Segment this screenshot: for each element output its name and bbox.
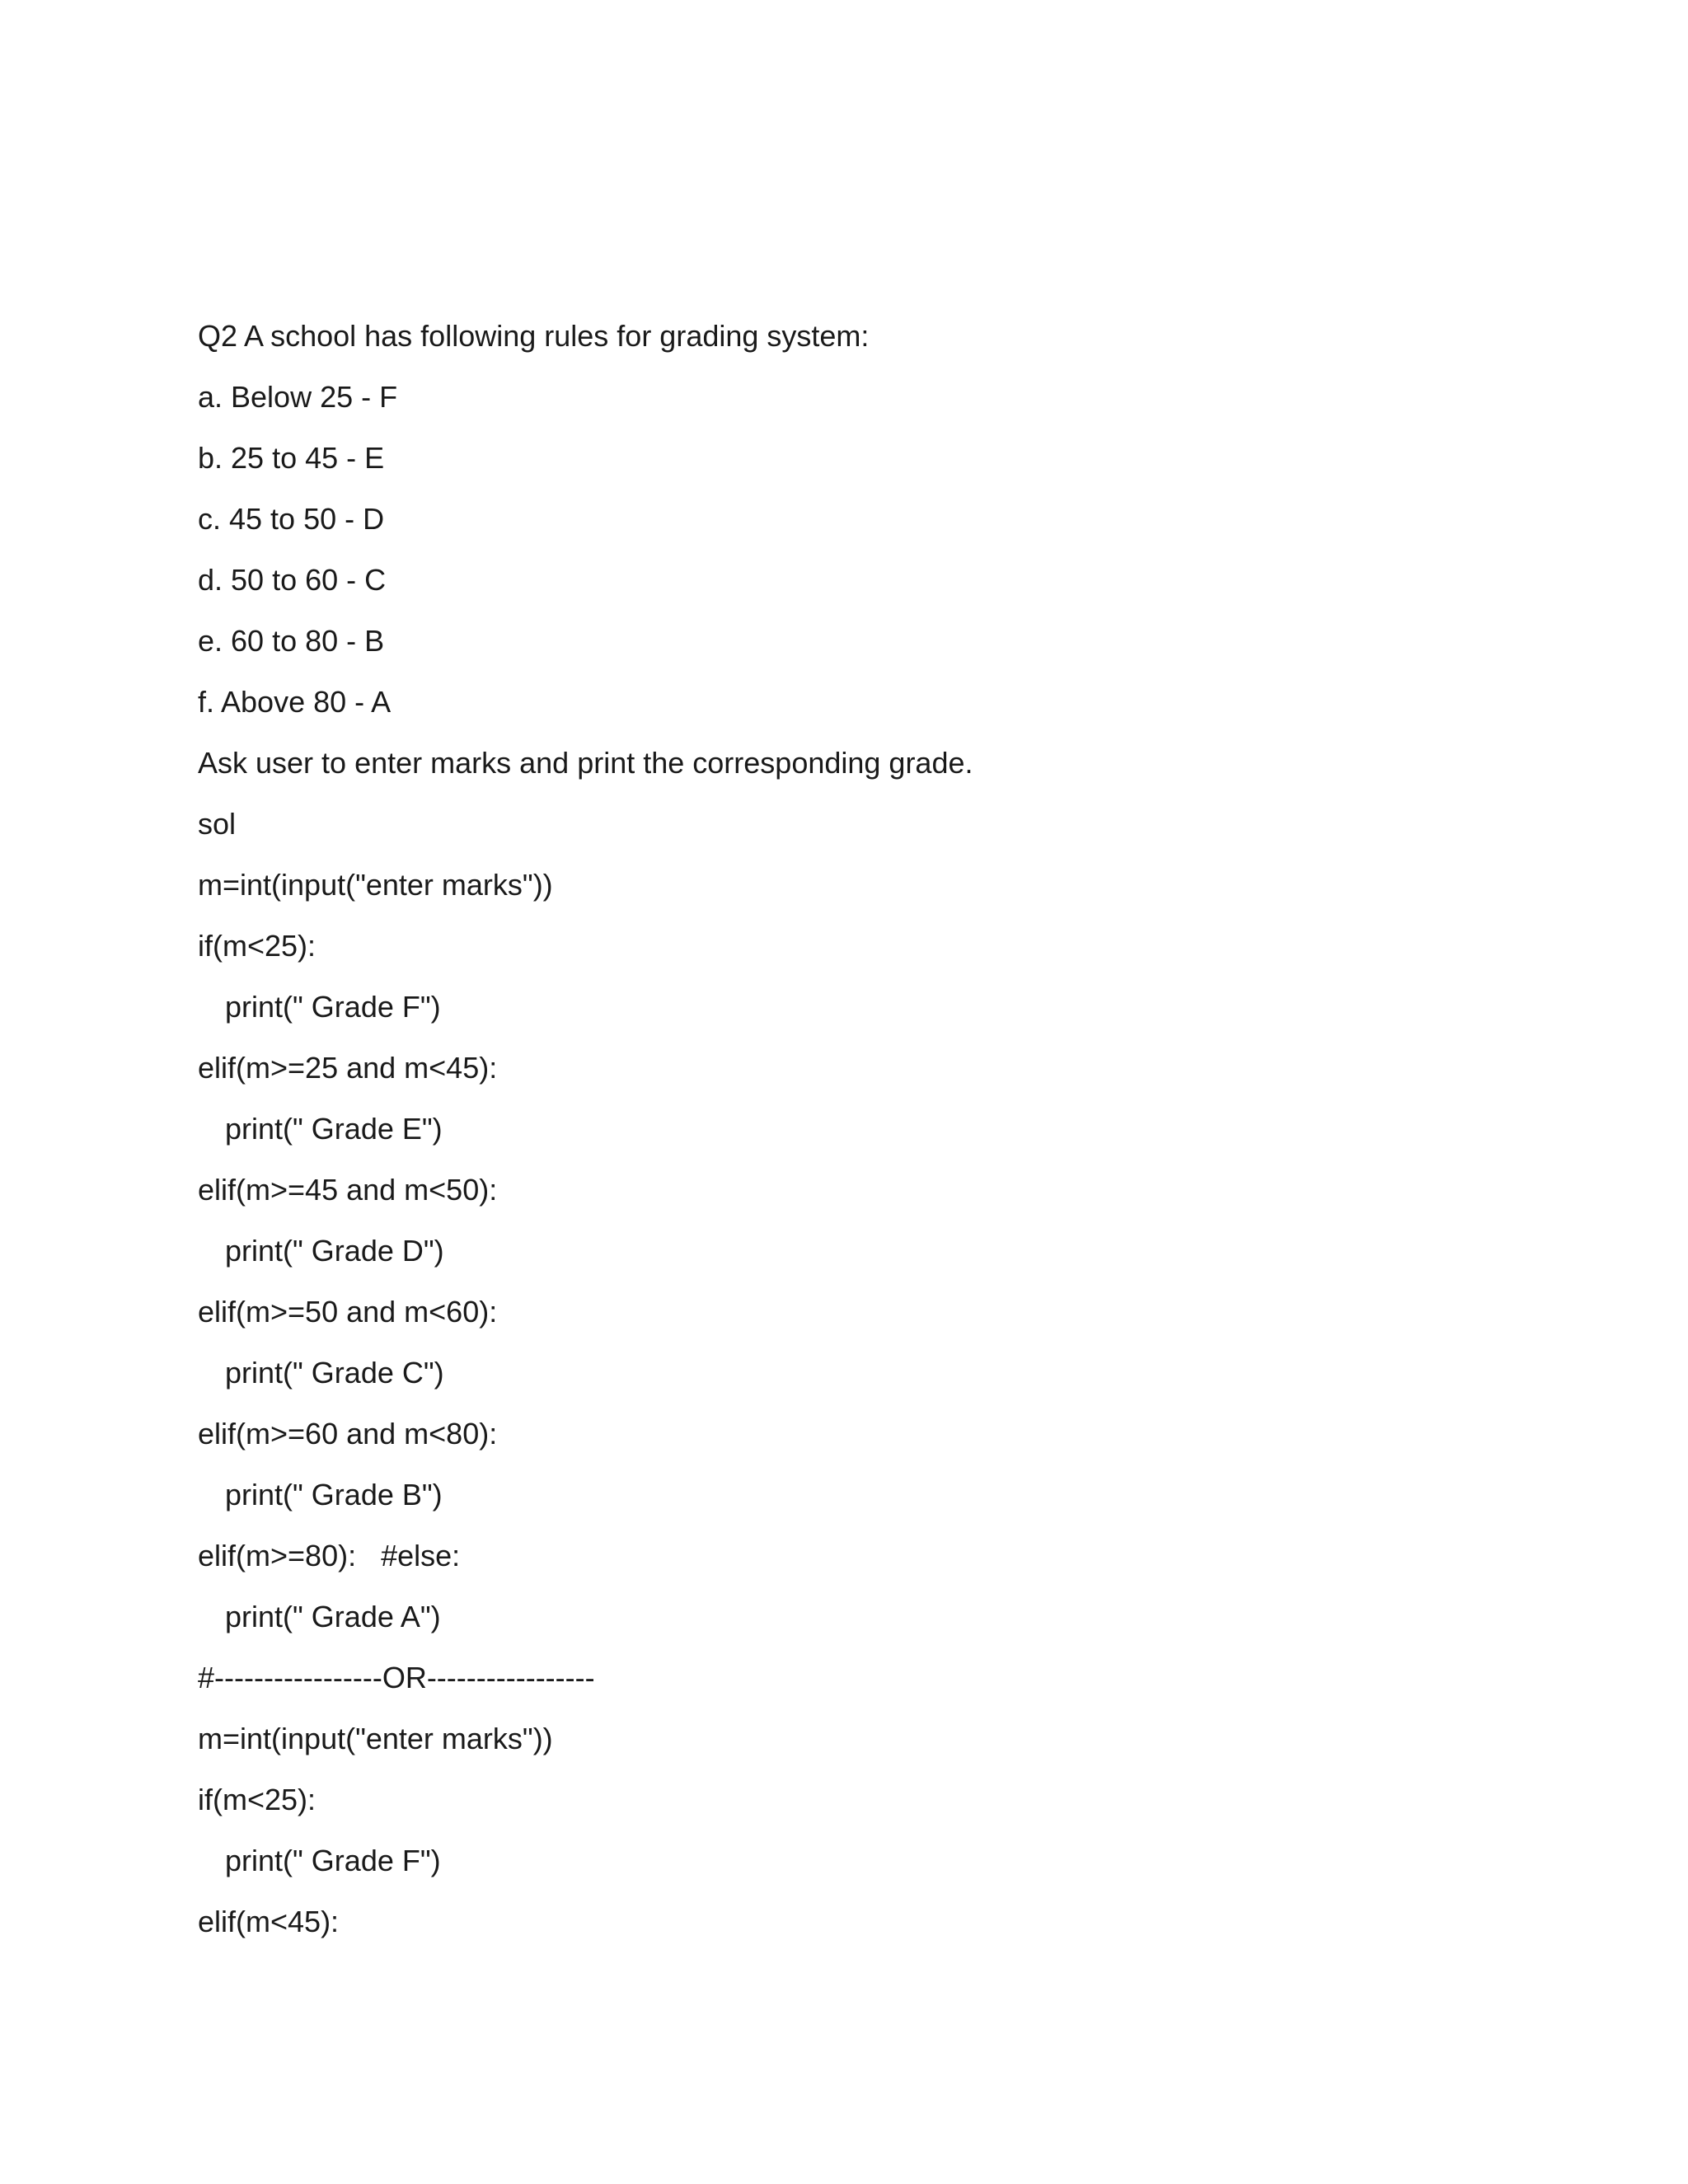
code-line: print(" Grade F") [225, 1844, 441, 1877]
code-line: print(" Grade F") [225, 990, 441, 1024]
code-line: if(m<25): [198, 1783, 316, 1816]
solution-label: sol [198, 807, 237, 841]
code-line: m=int(input("enter marks")) [198, 868, 553, 902]
code-line: elif(m>=45 and m<50): [198, 1173, 498, 1207]
code-line: elif(m>=25 and m<45): [198, 1051, 498, 1085]
code-line: elif(m>=80): #else: [198, 1539, 461, 1572]
rule-item-e: e. 60 to 80 - B [198, 624, 385, 658]
code-line: m=int(input("enter marks")) [198, 1722, 553, 1755]
code-line: elif(m<45): [198, 1905, 340, 1938]
code-line: elif(m>=60 and m<80): [198, 1417, 498, 1451]
question-instruction: Ask user to enter marks and print the corresponding grade. [198, 746, 973, 780]
code-line: elif(m>=50 and m<60): [198, 1295, 498, 1329]
code-line: print(" Grade E") [225, 1112, 443, 1146]
rule-item-b: b. 25 to 45 - E [198, 441, 385, 475]
rule-item-c: c. 45 to 50 - D [198, 502, 385, 536]
rule-item-d: d. 50 to 60 - C [198, 563, 387, 597]
or-separator: #-----------------OR----------------- [198, 1661, 595, 1694]
code-line: print(" Grade B") [225, 1478, 443, 1511]
code-line: if(m<25): [198, 929, 316, 963]
question-title: Q2 A school has following rules for grading system: [198, 319, 870, 353]
code-line: print(" Grade D") [225, 1234, 444, 1268]
rule-item-a: a. Below 25 - F [198, 380, 398, 414]
rule-item-f: f. Above 80 - A [198, 685, 392, 719]
code-line: print(" Grade C") [225, 1356, 444, 1390]
code-line: print(" Grade A") [225, 1600, 441, 1633]
